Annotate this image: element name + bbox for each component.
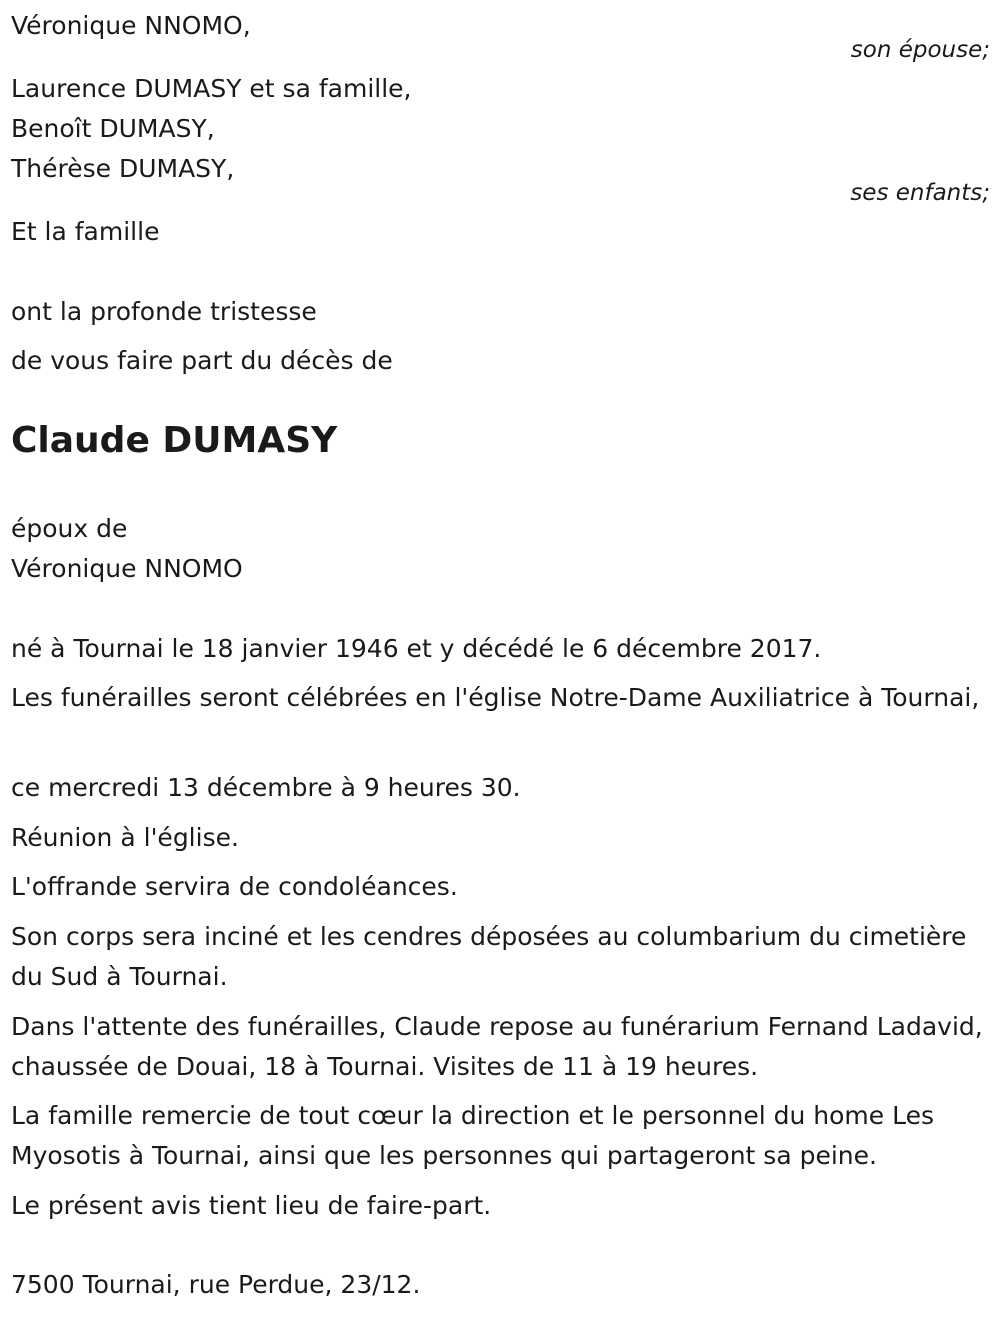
funeral-home-note: Dans l'attente des funérailles, Claude repose au funérarium Fernand Ladavid, chaussée de Douai, 18 à Tournai. Visites de 11 à 19 heures. [11,1012,983,1081]
spouse-of-name: Véronique NNOMO [11,554,243,583]
spouse-of-label: époux de [11,514,128,543]
thanks-note: La famille remercie de tout cœur la direction et le personnel du home Les Myosotis à Tournai, ainsi que les personnes qui partageront sa peine. [11,1101,935,1170]
extended-family: Et la famille [11,217,160,246]
child-line: Benoît DUMASY, [11,114,215,143]
spouse-role: son épouse; [850,37,990,63]
child-line: Thérèse DUMASY, [11,154,235,183]
announcement-line: de vous faire part du décès de [11,346,393,375]
funeral-location: Les funérailles seront célébrées en l'église Notre-Dame Auxiliatrice à Tournai, [11,683,980,712]
offering-note: L'offrande servira de condoléances. [11,872,458,901]
family-address: 7500 Tournai, rue Perdue, 23/12. [11,1270,421,1299]
meeting-point: Réunion à l'église. [11,823,239,852]
spouse-name: Véronique NNOMO, [11,11,251,40]
notice-statement: Le présent avis tient lieu de faire-part. [11,1191,492,1220]
deceased-name: Claude DUMASY [11,420,338,461]
cremation-note: Son corps sera inciné et les cendres déposées au columbarium du cimetière du Sud à Tournai. [11,922,967,991]
announcement-line: ont la profonde tristesse [11,297,317,326]
funeral-time: ce mercredi 13 décembre à 9 heures 30. [11,773,521,802]
child-line: Laurence DUMASY et sa famille, [11,74,412,103]
children-role: ses enfants; [850,180,990,206]
birth-death-details: né à Tournai le 18 janvier 1946 et y décédé le 6 décembre 2017. [11,634,822,663]
